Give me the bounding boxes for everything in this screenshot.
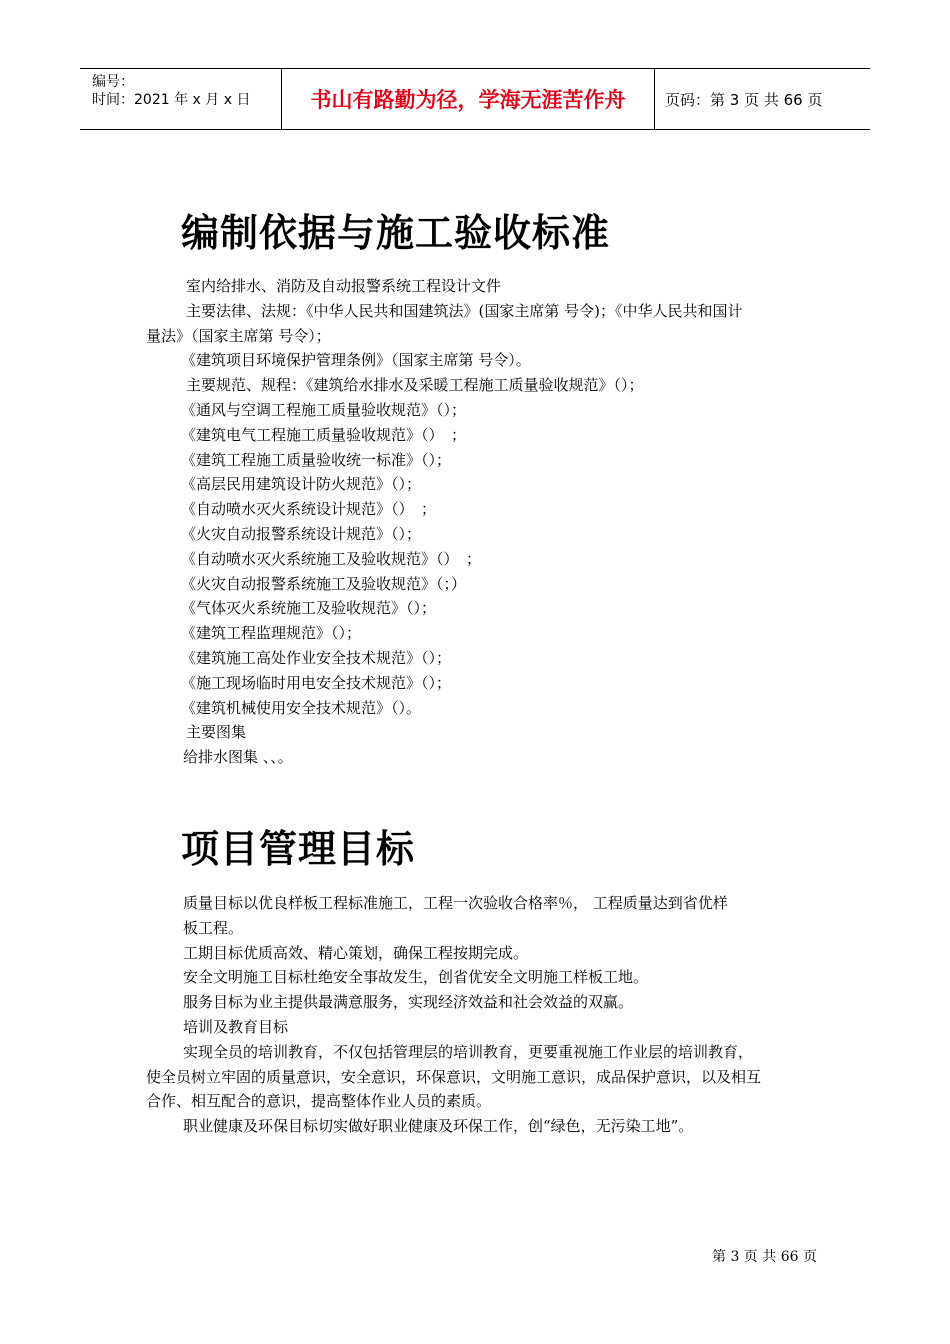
paragraph-line: 培训及教育目标 <box>183 1017 289 1036</box>
list-item: 《火灾自动报警系统施工及验收规范》（；） <box>181 574 467 593</box>
list-item: 量法》（国家主席第 号令）； <box>146 326 331 345</box>
list-item: 《建筑工程施工质量验收统一标准》（）； <box>181 450 452 469</box>
paragraph-line: 实现全员的培训教育，不仅包括管理层的培训教育，更要重视施工作业层的培训教育， <box>183 1042 754 1061</box>
list-item: 《建筑项目环境保护管理条例》（国家主席第 号令）。 <box>181 351 531 370</box>
list-item: 主要规范、规程：《建筑给水排水及采暖工程施工质量验收规范》（）； <box>186 376 644 395</box>
list-item: 《火灾自动报警系统设计规范》（）； <box>181 524 422 543</box>
paragraph-line: 使全员树立牢固的质量意识，安全意识，环保意识，文明施工意识，成品保护意识，以及相互 <box>146 1067 762 1086</box>
section-title-standards: 编制依据与施工验收标准 <box>181 211 611 255</box>
list-item: 《建筑施工高处作业安全技术规范》（）； <box>181 648 452 667</box>
list-item: 《建筑机械使用安全技术规范》（）。 <box>181 698 422 717</box>
page-footer: 第 3 页 共 66 页 <box>712 1249 817 1265</box>
page-header <box>80 68 870 130</box>
document-date-label: 时间：2021 年 x 月 x 日 <box>92 92 251 108</box>
list-item: 主要法律、法规：《中华人民共和国建筑法》(国家主席第 号令)；《中华人民共和国计 <box>186 301 743 320</box>
paragraph-line: 职业健康及环保目标切实做好职业健康及环保工作，创“绿色，无污染工地”。 <box>183 1117 694 1136</box>
list-item: 《高层民用建筑设计防火规范》（）； <box>181 475 422 494</box>
document-number-label: 编号： <box>92 74 134 90</box>
list-item: 室内给排水、消防及自动报警系统工程设计文件 <box>186 277 502 295</box>
list-item: 给排水图集 、、。 <box>183 748 293 767</box>
list-item: 《自动喷水灭火系统设计规范》（） ； <box>181 500 437 519</box>
list-item: 《建筑电气工程施工质量验收规范》（） ； <box>181 425 467 444</box>
paragraph-line: 安全文明施工目标杜绝安全事故发生，创省优安全文明施工样板工地。 <box>183 968 649 987</box>
header-page-number: 页码：第 3 页 共 66 页 <box>665 90 823 109</box>
standards-list <box>146 274 816 770</box>
list-item: 《施工现场临时用电安全技术规范》（）； <box>181 673 452 692</box>
paragraph-line: 板工程。 <box>183 918 244 937</box>
section-title-goals: 项目管理目标 <box>181 827 416 871</box>
list-item: 《自动喷水灭火系统施工及验收规范》（） ； <box>181 549 482 568</box>
list-item: 《通风与空调工程施工质量验收规范》（）； <box>181 400 467 419</box>
list-item: 《气体灭火系统施工及验收规范》（）； <box>181 599 437 618</box>
goals-body <box>146 891 816 1139</box>
paragraph-line: 工期目标优质高效、精心策划，确保工程按期完成。 <box>183 943 529 962</box>
paragraph-line: 合作、相互配合的意识，提高整体作业人员的素质。 <box>146 1092 492 1111</box>
header-info-cell <box>80 69 280 129</box>
paragraph-line: 质量目标以优良样板工程标准施工，工程一次验收合格率％， 工程质量达到省优样 <box>183 894 728 912</box>
list-item: 主要图集 <box>186 723 247 742</box>
header-motto: 书山有路勤为径，学海无涯苦作舟 <box>281 69 655 129</box>
list-item: 《建筑工程监理规范》（）； <box>181 624 362 643</box>
paragraph-line: 服务目标为业主提供最满意服务，实现经济效益和社会效益的双赢。 <box>183 993 634 1012</box>
